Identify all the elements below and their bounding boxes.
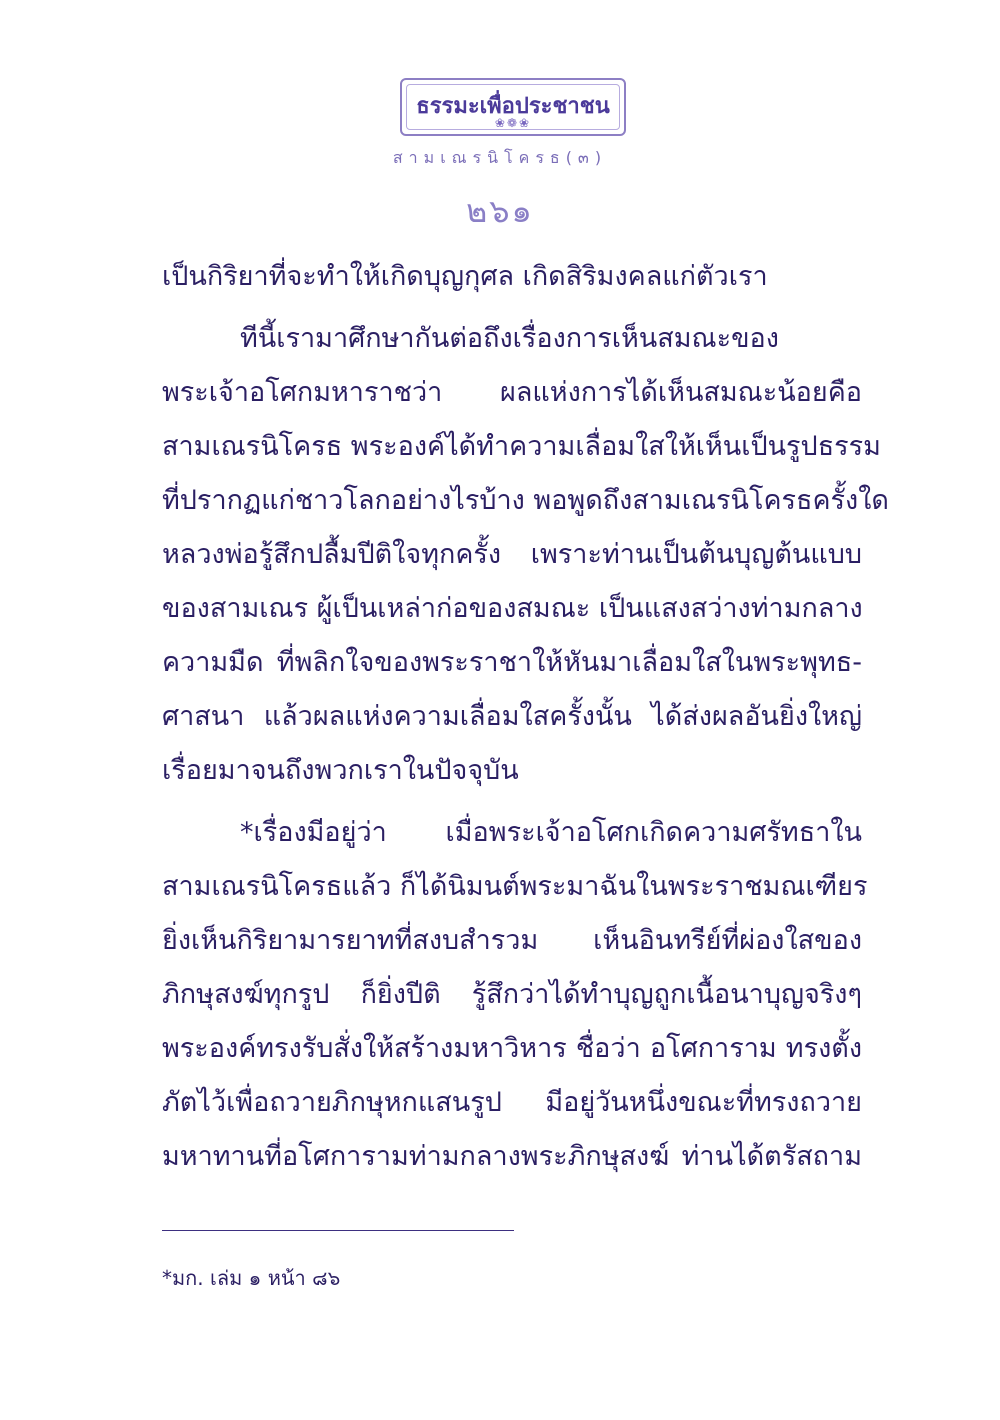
chapter-title: สามเณรนิโครธ(๓) [392,148,608,167]
series-logo [400,78,626,136]
text-line: ศาสนา แล้วผลแห่งความเลื่อมใสครั้งนั้น ได้ส่งผลอันยิ่งใหญ่ [162,701,862,732]
text-line: ความมืด ที่พลิกใจของพระราชาให้หันมาเลื่อมใสในพระพุทธ- [162,647,862,678]
text-line: ภัตไว้เพื่อถวายภิกษุหกแสนรูป มีอยู่วันหนึ่งขณะที่ทรงถวาย [162,1087,862,1118]
page-number: ๒๖๑ [466,192,534,230]
text-line: ที่ปรากฏแก่ชาวโลกอย่างไรบ้าง พอพูดถึงสามเณรนิโครธครั้งใด [162,485,889,516]
footnote: *มก. เล่ม ๑ หน้า ๘๖ [162,1266,341,1290]
text-line: ของสามเณร ผู้เป็นเหล่าก่อของสมณะ เป็นแสงสว่างท่ามกลาง [162,593,863,624]
ornament-icon: ❀❁❀ [494,116,532,130]
body-text [162,250,889,1184]
text-line: เรื่อยมาจนถึงพวกเราในปัจจุบัน [162,755,519,786]
text-line: หลวงพ่อรู้สึกปลื้มปีติใจทุกครั้ง เพราะท่านเป็นต้นบุญต้นแบบ [162,539,862,570]
text-line: ยิ่งเห็นกิริยามารยาทที่สงบสำรวม เห็นอินทรีย์ที่ผ่องใสของ [162,925,862,956]
text-line: เป็นกิริยาที่จะทำให้เกิดบุญกุศล เกิดสิริมงคลแก่ตัวเรา [162,261,768,292]
text-line: พระเจ้าอโศกมหาราชว่า ผลแห่งการได้เห็นสมณะน้อยคือ [162,377,862,408]
text-line: มหาทานที่อโศการามท่ามกลางพระภิกษุสงฆ์ ท่านได้ตรัสถาม [162,1141,862,1172]
text-line: ทีนี้เรามาศึกษากันต่อถึงเรื่องการเห็นสมณะของ [240,323,779,354]
text-line: ภิกษุสงฆ์ทุกรูป ก็ยิ่งปีติ รู้สึกว่าได้ทำบุญถูกเนื้อนาบุญจริงๆ [162,979,862,1010]
text-line: สามเณรนิโครธแล้ว ก็ได้นิมนต์พระมาฉันในพระราชมณเฑียร [162,871,868,902]
text-line: *เรื่องมีอยู่ว่า เมื่อพระเจ้าอโศกเกิดความศรัทธาใน [240,817,862,848]
footnote-divider [162,1230,514,1231]
text-line: พระองค์ทรงรับสั่งให้สร้างมหาวิหาร ชื่อว่า อโศการาม ทรงตั้ง [162,1033,862,1064]
series-logo-text: ธรรมะเพื่อประชาชน [416,93,610,119]
text-line: สามเณรนิโครธ พระองค์ได้ทำความเลื่อมใสให้เห็นเป็นรูปธรรม [162,431,881,462]
